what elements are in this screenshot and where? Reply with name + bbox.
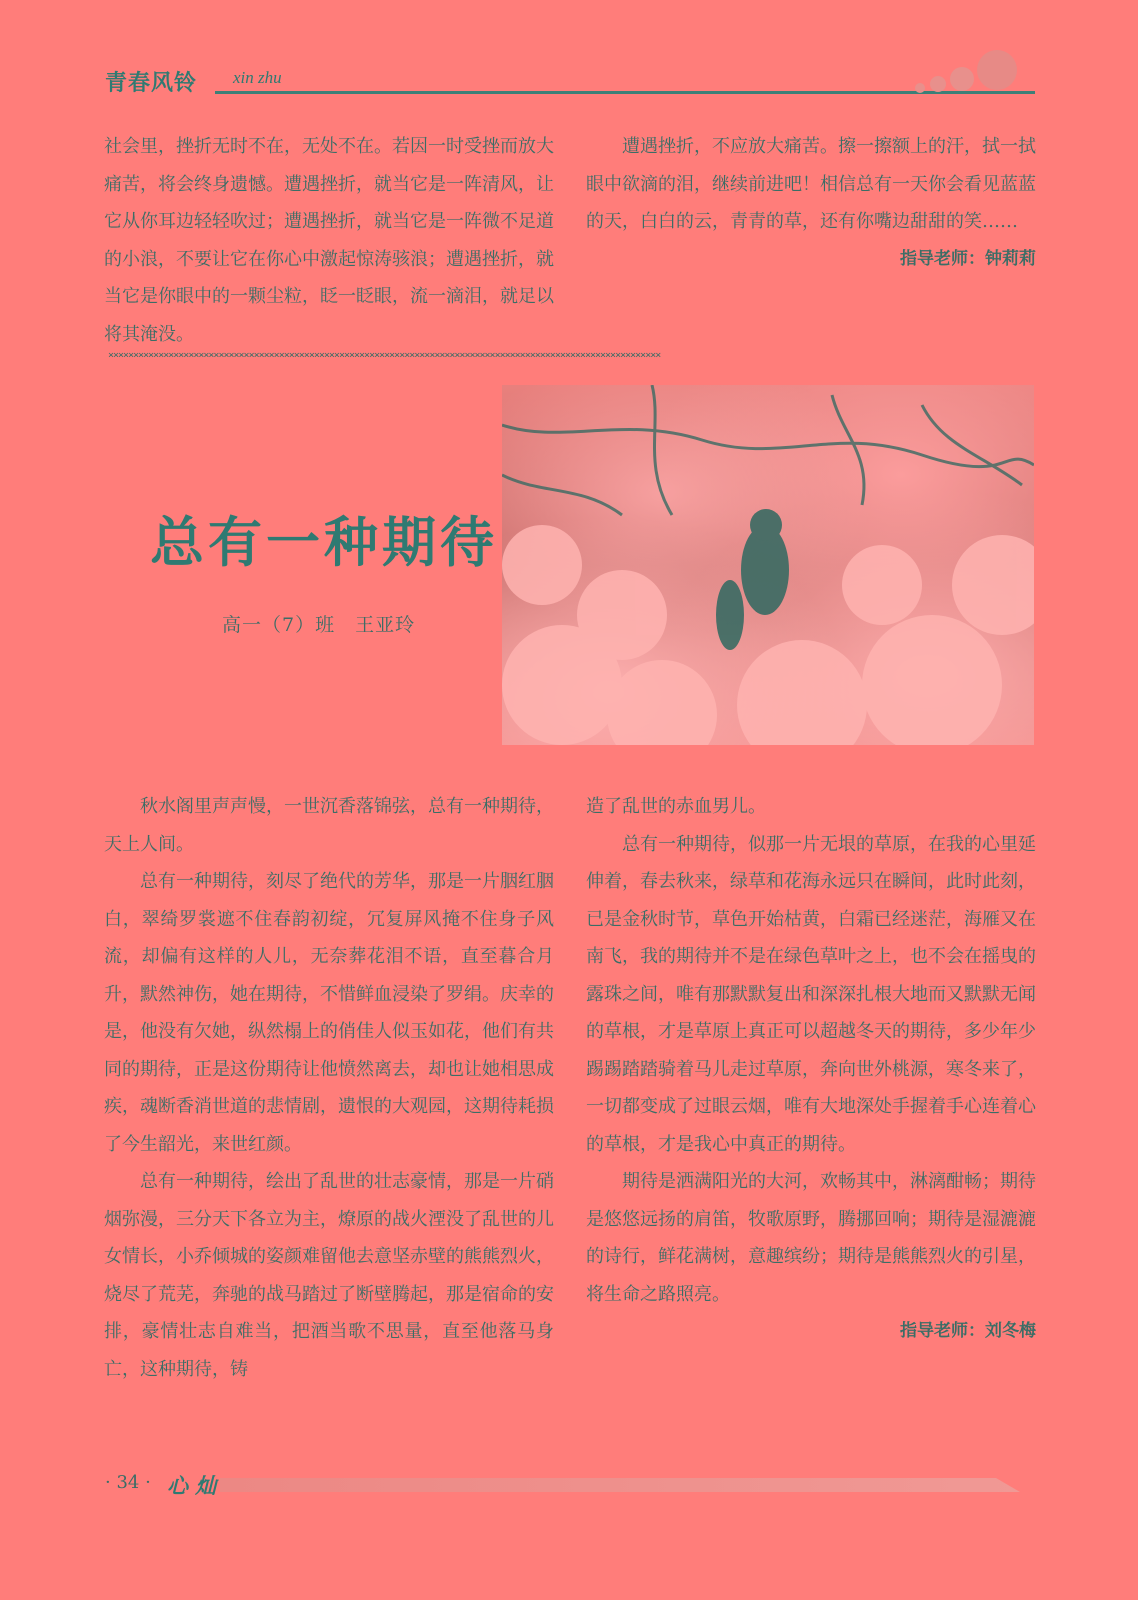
section-divider: ×××××××××××××××××××××××××××××××××××××××××××××××××××××××××××××××××××××××××××××××××××××××××××××××××××××××××××××× xyxy=(108,350,661,361)
article-title: 总有一种期待 xyxy=(150,510,498,574)
article-right-column xyxy=(586,788,1036,1351)
column-brand: 青春风铃 xyxy=(105,71,198,96)
article-left-column xyxy=(104,788,554,1388)
decorative-circle-icon xyxy=(977,50,1017,90)
article-paragraph-continuation: 造了乱世的赤血男儿。 xyxy=(586,796,766,817)
header-rule xyxy=(215,91,1035,94)
article-author: 高一（7）班 王亚玲 xyxy=(222,614,416,636)
page-header xyxy=(105,62,1035,98)
article-paragraph: 总有一种期待，绘出了乱世的壮志豪情，那是一片硝烟弥漫，三分天下各立为主，燎原的战火湮没了乱世的儿女情长，小乔倾城的姿颜难留他去意坚赤壁的熊熊烈火，烧尽了荒芜，奔驰的战马踏过了断壁腾起，那是宿命的安排，豪情壮志自难当，把酒当歌不思量，直至他落马身亡，这种期待，铸 xyxy=(104,1171,554,1380)
article-paragraph: 期待是洒满阳光的大河，欢畅其中，淋漓酣畅；期待是悠悠远扬的肩笛，牧歌原野，腾挪回响；期待是湿漉漉的诗行，鲜花满树，意趣缤纷；期待是熊熊烈火的引星，将生命之路照亮。 xyxy=(586,1171,1036,1305)
article-paragraph: 总有一种期待，似那一片无垠的草原，在我的心里延伸着，春去秋来，绿草和花海永远只在瞬间，此时此刻，已是金秋时节，草色开始枯黄，白霜已经迷茫，海雁又在南飞，我的期待并不是在绿色草叶之上，也不会在摇曳的露珠之间，唯有那默默复出和深深扎根大地而又默默无闻的草根，才是草原上真正可以超越冬天的期待，多少年少踢踢踏踏骑着马儿走过草原，奔向世外桃源，寒冬来了，一切都变成了过眼云烟，唯有大地深处手握着手心连着心的草根，才是我心中真正的期待。 xyxy=(586,833,1036,1155)
magazine-name: 心 灿 xyxy=(167,1473,217,1498)
column-brand-pinyin: xin zhu xyxy=(233,68,282,87)
decorative-circle-icon xyxy=(950,67,974,91)
prev-article-paragraph: 遭遇挫折，不应放大痛苦。擦一擦额上的汗，拭一拭眼中欲滴的泪，继续前进吧！相信总有一天你会看见蓝蓝的天，白白的云，青青的草，还有你嘴边甜甜的笑…… xyxy=(586,136,1036,232)
prev-article-paragraph: 社会里，挫折无时不在，无处不在。若因一时受挫而放大痛苦，将会终身遗憾。遭遇挫折，就当它是一阵清风，让它从你耳边轻轻吹过；遭遇挫折，就当它是一阵微不足道的小浪，不要让它在你心中激起惊涛骇浪；遭遇挫折，就当它是你眼中的一颗尘粒，眨一眨眼，流一滴泪，就足以将其淹没。 xyxy=(104,136,554,345)
article-paragraph: 秋水阁里声声慢，一世沉香落锦弦，总有一种期待，天上人间。 xyxy=(104,796,554,855)
decorative-circle-icon xyxy=(930,76,946,92)
page-footer xyxy=(105,1470,1035,1500)
prev-article-left-column xyxy=(104,128,554,353)
article-photo xyxy=(502,385,1034,745)
page-number: · 34 · xyxy=(105,1472,151,1493)
article-signoff: 指导老师：刘冬梅 xyxy=(900,1321,1036,1341)
decorative-circle-icon xyxy=(915,83,925,93)
footer-rule xyxy=(220,1478,1020,1492)
prev-article-signoff: 指导老师：钟莉莉 xyxy=(900,248,1036,269)
article-paragraph: 总有一种期待，刻尽了绝代的芳华，那是一片胭红胭白，翠绮罗裳遮不住春韵初绽，冗复屏风掩不住身子风流，却偏有这样的人儿，无奈葬花泪不语，直至暮合月升，默然神伤，她在期待，不惜鲜血浸染了罗绢。庆幸的是，他没有欠她，纵然榻上的俏佳人似玉如花，他们有共同的期待，正是这份期待让他愤然离去，却也让她相思成疾，魂断香消世道的悲情剧，遗恨的大观园，这期待耗损了今生韶光，来世红颜。 xyxy=(104,871,554,1155)
prev-article-right-column xyxy=(586,128,1036,278)
